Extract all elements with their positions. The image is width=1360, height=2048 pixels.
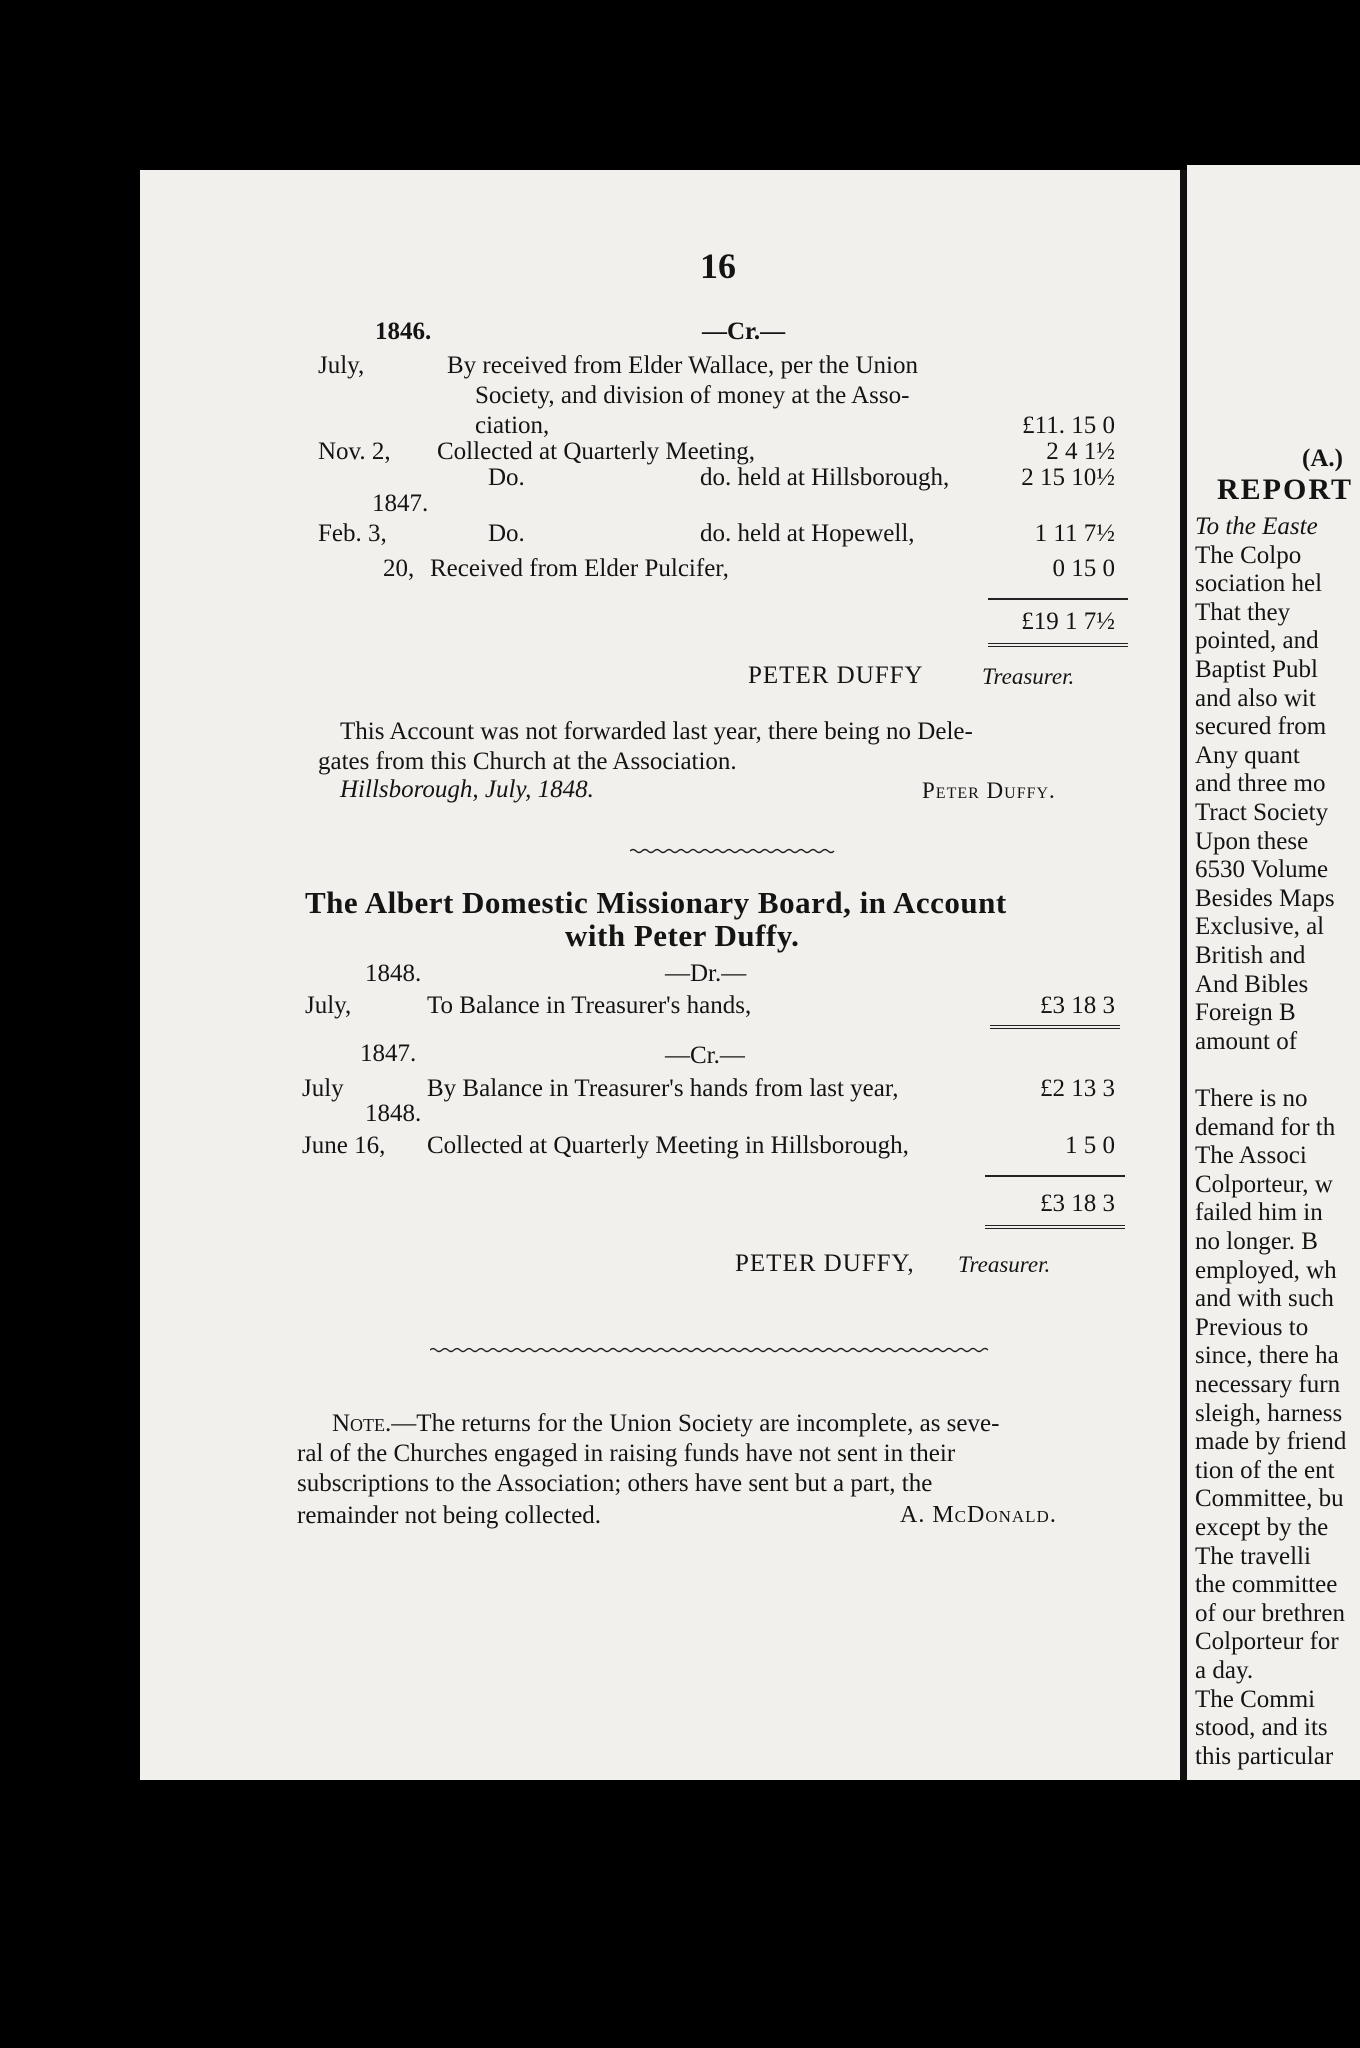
account-note-cont: gates from this Church at the Association.	[318, 748, 737, 775]
right-page-line: necessary furn	[1195, 1371, 1341, 1398]
entry-description: By received from Elder Wallace, per the Union	[447, 352, 918, 379]
year-label: 1847.	[372, 490, 429, 517]
right-page-line: Besides Maps	[1195, 884, 1335, 912]
entry-description-cont: ciation,	[475, 412, 550, 439]
total-rule	[985, 1175, 1125, 1177]
section-divider	[630, 848, 835, 854]
entry-amount: £11. 15 0	[1022, 412, 1115, 439]
footnote-signature: A. McDonald.	[900, 1502, 1057, 1528]
total-double-rule	[985, 1225, 1125, 1229]
total-double-rule	[990, 1025, 1120, 1029]
right-page-line: pointed, and	[1195, 627, 1319, 655]
entry-date: Feb. 3,	[318, 520, 387, 547]
entry-amount: 2 15 10½	[1021, 464, 1115, 491]
entry-description: Received from Elder Pulcifer,	[430, 555, 729, 582]
right-page-line: Baptist Publ	[1195, 656, 1318, 683]
footnote-cont: remainder not being collected.	[297, 1502, 602, 1529]
ditto-mark: Do.	[488, 520, 525, 547]
right-page-line: Tract Society	[1195, 799, 1329, 826]
entry-date: July	[302, 1075, 344, 1102]
dr-header: —Dr.—	[665, 960, 747, 987]
right-page-line: and also wit	[1195, 684, 1316, 712]
entry-description: Collected at Quarterly Meeting in Hillsborough,	[427, 1132, 909, 1159]
entry-amount: £3 18 3	[1040, 992, 1115, 1019]
right-page-line: of our brethren	[1195, 1599, 1345, 1627]
entry-date: July,	[318, 352, 365, 379]
entry-amount: 0 15 0	[1052, 555, 1115, 582]
right-page-line: Exclusive, al	[1195, 913, 1325, 941]
right-page-line: The Commi	[1195, 1685, 1316, 1713]
right-page-line: To the Easte	[1195, 513, 1318, 540]
entry-description: By Balance in Treasurer's hands from last year,	[427, 1075, 899, 1102]
total-rule	[988, 598, 1128, 600]
section-divider	[430, 1347, 990, 1353]
right-page-line: and three mo	[1195, 770, 1326, 798]
total-double-rule	[988, 643, 1128, 647]
right-page-line: And Bibles	[1195, 970, 1309, 998]
signature: Peter Duffy.	[922, 778, 1056, 803]
right-page-line: Previous to	[1195, 1313, 1309, 1341]
entry-description: To Balance in Treasurer's hands,	[427, 992, 752, 1019]
right-page-line: 6530 Volume	[1195, 856, 1329, 884]
right-page-line: stood, and its	[1195, 1714, 1328, 1742]
right-page-line: made by friend	[1195, 1428, 1347, 1456]
right-page-heading: REPORT	[1217, 473, 1353, 506]
section-title: The Albert Domestic Missionary Board, in Account	[305, 885, 1007, 920]
right-page-line: the committee	[1195, 1571, 1338, 1599]
right-page	[1187, 165, 1360, 1780]
right-page-line: demand for th	[1195, 1113, 1336, 1141]
footnote	[332, 1410, 999, 1438]
right-page-line: There is no	[1195, 1085, 1308, 1112]
right-page-line: The travelli	[1195, 1542, 1311, 1570]
entry-amount: 1 5 0	[1065, 1132, 1115, 1159]
entry-date: 20,	[383, 555, 415, 582]
place-date: Hillsborough, July, 1848.	[340, 776, 594, 803]
entry-amount: 1 11 7½	[1034, 520, 1115, 547]
right-page-line: no longer. B	[1195, 1228, 1318, 1255]
entry-description: Collected at Quarterly Meeting,	[437, 438, 755, 465]
year-label: 1847.	[360, 1040, 417, 1067]
treasurer-name: PETER DUFFY	[748, 662, 924, 689]
treasurer-title: Treasurer.	[982, 664, 1075, 689]
cr-header: —Cr.—	[702, 318, 786, 345]
right-page-line: sociation hel	[1195, 570, 1323, 598]
right-page-line: since, there ha	[1195, 1342, 1339, 1370]
right-page-line: sleigh, harness	[1195, 1399, 1343, 1427]
footnote-text: —The returns for the Union Society are incomplete, as seve-	[391, 1410, 1000, 1437]
section-title-cont: with Peter Duffy.	[565, 918, 800, 953]
year-label: 1848.	[365, 960, 422, 987]
entry-date: Nov. 2,	[318, 438, 391, 465]
right-page-line: The Colpo	[1195, 541, 1302, 569]
year-label: 1846.	[375, 318, 432, 345]
entry-description: do. held at Hillsborough,	[700, 464, 950, 491]
footnote-cont: ral of the Churches engaged in raising funds have not sent in their	[297, 1440, 956, 1467]
right-page-line: Upon these	[1195, 827, 1309, 855]
footnote-label: Note.	[332, 1410, 392, 1437]
account-total: £3 18 3	[1040, 1190, 1115, 1217]
right-page-marker: (A.)	[1302, 445, 1343, 472]
right-page-line: British and	[1195, 942, 1306, 969]
account-note: This Account was not forwarded last year, there being no Dele-	[340, 718, 973, 745]
right-page-line: Any quant	[1195, 741, 1300, 769]
right-page-line: employed, wh	[1195, 1256, 1337, 1284]
right-page-line: amount of	[1195, 1027, 1298, 1055]
footnote-cont: subscriptions to the Association; others have sent but a part, the	[297, 1470, 933, 1497]
right-page-line: this particular	[1195, 1742, 1334, 1770]
right-page-line: tion of the ent	[1195, 1456, 1335, 1484]
entry-date: June 16,	[302, 1132, 386, 1159]
right-page-line: failed him in	[1195, 1199, 1323, 1227]
right-page-line: secured from	[1195, 713, 1327, 741]
right-page-line: Foreign B	[1195, 999, 1296, 1027]
right-page-line: a day.	[1195, 1657, 1254, 1684]
right-page-line: The Associ	[1195, 1142, 1307, 1170]
right-page-line: That they	[1195, 598, 1291, 626]
entry-amount: £2 13 3	[1040, 1075, 1115, 1102]
entry-description-cont: Society, and division of money at the Asso-	[475, 382, 910, 409]
entry-date: July,	[305, 992, 352, 1019]
right-page-line: except by the	[1195, 1514, 1329, 1541]
treasurer-name: PETER DUFFY,	[735, 1250, 915, 1277]
page-number: 16	[700, 246, 736, 286]
right-page-line: and with such	[1195, 1285, 1334, 1313]
entry-description: do. held at Hopewell,	[700, 520, 915, 547]
book-gutter	[1180, 170, 1187, 1780]
cr-header: —Cr.—	[665, 1042, 745, 1069]
right-page-line: Colporteur for	[1195, 1628, 1339, 1656]
right-page-line: Colporteur, w	[1195, 1170, 1333, 1198]
account-total: £19 1 7½	[1021, 608, 1115, 635]
entry-amount: 2 4 1½	[1046, 438, 1115, 465]
year-label: 1848.	[365, 1100, 422, 1127]
right-page-line: Committee, bu	[1195, 1485, 1344, 1513]
treasurer-title: Treasurer.	[958, 1252, 1051, 1277]
ditto-mark: Do.	[488, 464, 525, 491]
